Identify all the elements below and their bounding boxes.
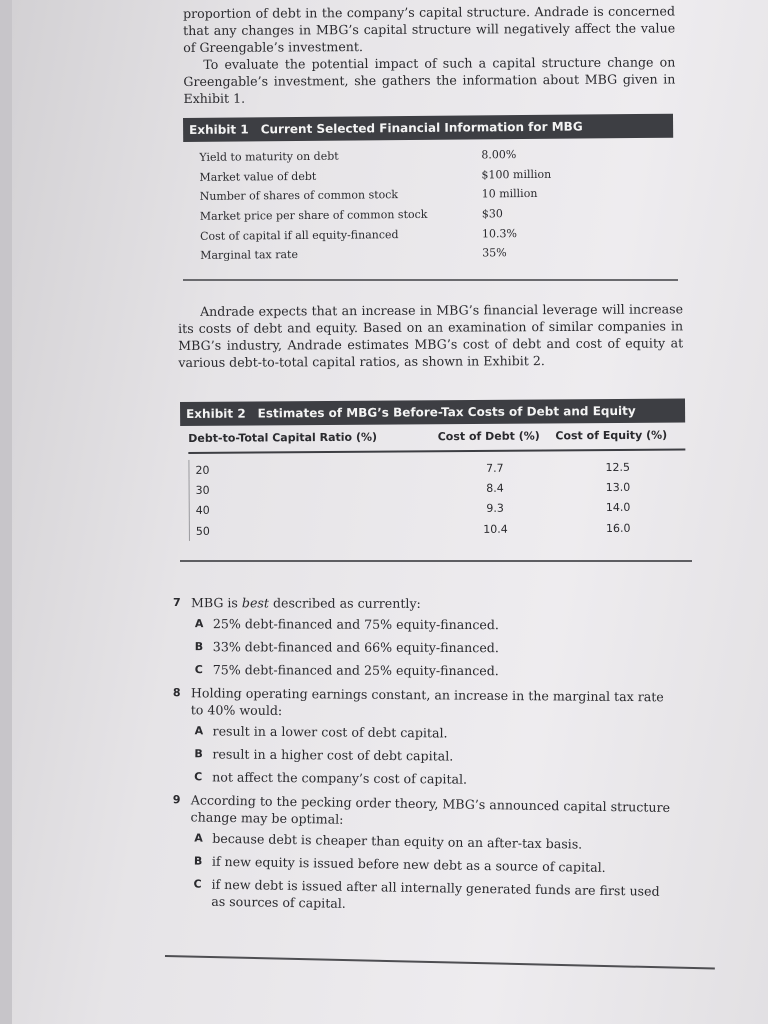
question-stem [165,684,675,722]
exhibit-2 [180,398,686,541]
exhibit-1-header [183,114,673,142]
cost-of-equity-cell: 12.5 [605,460,631,474]
option-text: 25% debt-financed and 75% equity-financed. [212,616,499,633]
exhibit-2-number: Exhibit 2 [186,406,246,421]
cost-of-equity-cell: 14.0 [605,501,631,515]
middle-text [178,300,683,371]
option-letter: B [193,854,203,868]
ratio-cell: 30 [189,478,440,500]
column-header-cost-of-debt: Cost of Debt (%) [437,429,540,444]
answer-option [164,768,674,789]
table-row [200,242,632,265]
row-label: Marginal tax rate [200,248,298,263]
row-value: $100 million [481,167,552,182]
option-text: if new debt is issued after all internally generated funds are first used as sources of capital. [211,876,660,911]
exhibit-2-title: Estimates of MBG’s Before-Tax Costs of Debt and Equity [257,403,636,421]
exhibit-1-number: Exhibit 1 [189,122,249,137]
ratio-cell: 40 [189,499,440,521]
answer-option [164,829,674,854]
option-text: result in a higher cost of debt capital. [212,746,454,764]
stem-text: According to the pecking order theory, MBG’s announced capital structure change may be optimal: [190,792,671,827]
answer-option [165,615,675,634]
answer-option [165,661,675,680]
exhibit-2-table [188,456,686,541]
question-7 [165,594,675,680]
option-text: because debt is cheaper than equity on an after-tax basis. [212,830,583,852]
question-number: 8 [172,686,181,700]
option-letter: A [194,617,204,631]
row-label: Market price per share of common stock [199,207,428,223]
question-8 [164,684,675,789]
cost-of-equity-cell: 13.0 [605,480,631,494]
page-bottom-rule [165,955,715,969]
option-text: 33% debt-financed and 66% equity-financed. [212,639,499,656]
exhibit-1-title: Current Selected Financial Information for MBG [260,119,583,137]
stem-text-pre: MBG is [190,595,242,611]
option-letter: A [194,831,203,845]
answer-option [163,875,673,917]
ratio-cell: 20 [189,458,440,480]
option-text: result in a lower cost of debt capital. [212,723,448,741]
cost-of-debt-cell: 10.4 [483,522,508,536]
answer-option [165,722,675,743]
option-letter: B [194,640,204,654]
answer-option [164,745,674,766]
option-letter: C [194,663,203,677]
cost-of-debt-cell: 8.4 [486,481,504,495]
exhibit-2-bottom-rule [180,560,692,562]
question-list [165,594,675,915]
row-value: 8.00% [481,148,517,162]
stem-text: Holding operating earnings constant, an increase in the marginal tax rate to 40% would: [190,685,664,719]
row-label: Number of shares of common stock [199,188,399,204]
option-letter: B [194,747,203,761]
row-label: Yield to maturity on debt [199,149,339,165]
stem-emphasis: best [241,595,269,611]
question-stem [164,791,674,833]
stem-text-post: described as currently: [268,595,421,611]
row-label: Market value of debt [199,169,317,184]
option-letter: A [194,724,204,738]
intro-text [183,2,676,107]
option-letter: C [194,770,203,784]
question-9 [163,791,675,917]
book-page-edge [0,0,12,1024]
option-text: 75% debt-financed and 25% equity-financed. [212,662,499,679]
option-text: if new equity is issued before new debt as a source of capital. [211,853,606,875]
option-text: not affect the company’s cost of capital. [212,769,468,787]
intro-paragraph-1: proportion of debt in the company’s capital structure. Andrade is concerned that any changes in MBG’s capital structure will negatively affect the value of Greengable’s investment. [183,3,676,55]
row-value: 35% [482,246,507,260]
row-value: 10 million [481,187,538,201]
answer-option [164,852,674,877]
exhibit-1 [183,114,674,266]
answer-option [165,638,675,657]
column-header-cost-of-equity: Cost of Equity (%) [555,428,668,443]
cost-of-debt-cell: 7.7 [486,461,504,475]
ratio-cell: 50 [189,519,440,541]
row-value: 10.3% [481,226,518,241]
exhibit-1-table [199,144,632,265]
exhibit-2-header [180,398,685,426]
option-letter: C [193,877,202,891]
exhibit-2-column-headers [188,422,685,453]
cost-of-debt-cell: 9.3 [486,501,504,516]
question-number: 7 [172,596,181,610]
cost-of-equity-cell: 16.0 [605,521,631,535]
table-row [189,517,686,541]
question-number: 9 [172,793,181,807]
intro-paragraph-2: To evaluate the potential impact of such a capital structure change on Greengable’s investment, she gathers the information about MBG given in Exhibit 1. [183,54,676,106]
exhibit-1-bottom-rule [183,279,678,281]
row-value: $30 [481,207,503,221]
row-label: Cost of capital if all equity-financed [199,227,399,243]
column-header-ratio: Debt-to-Total Capital Ratio (%) [188,430,378,445]
middle-paragraph: Andrade expects that an increase in MBG’s financial leverage will increase its costs of debt and equity. Based on an examination of similar companies in MBG’s industry, Andrade estimates MBG’s cost of debt and cost of equity at various debt-to-total capital ratios, as shown in Exhibit 2. [178,301,684,370]
question-stem [165,594,675,613]
